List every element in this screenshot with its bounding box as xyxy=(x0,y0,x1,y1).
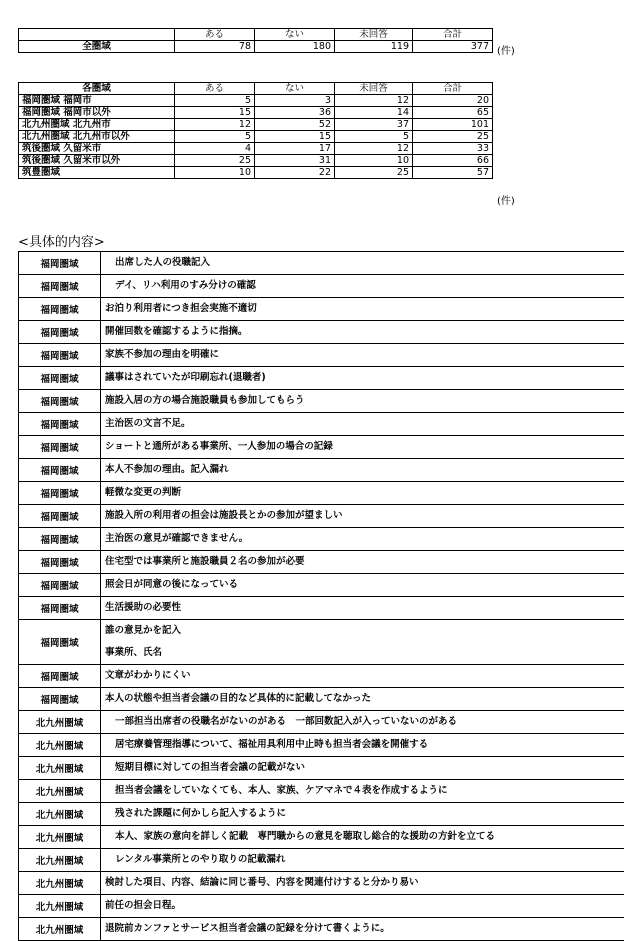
details-row xyxy=(19,918,624,941)
details-content xyxy=(101,734,624,757)
region-header-nai: ない xyxy=(255,83,335,95)
details-table xyxy=(18,251,624,941)
details-area: 北九州圏域 xyxy=(19,872,101,895)
details-content xyxy=(101,849,624,872)
details-row xyxy=(19,298,624,321)
region-cell: 65 xyxy=(413,107,493,119)
details-row xyxy=(19,872,624,895)
details-row xyxy=(19,757,624,780)
details-line: 本人の状態や担当者会議の目的など具体的に記載してなかった xyxy=(105,693,372,704)
details-line: 議事はされていたが印刷忘れ(退職者) xyxy=(105,372,266,383)
region-row xyxy=(19,167,493,179)
details-content xyxy=(101,413,624,436)
details-line: 家族不参加の理由を明確に xyxy=(105,349,220,360)
details-row xyxy=(19,528,624,551)
details-content xyxy=(101,711,624,734)
region-cell: 25 xyxy=(413,131,493,143)
details-row xyxy=(19,780,624,803)
details-area: 北九州圏域 xyxy=(19,849,101,872)
details-area: 北九州圏域 xyxy=(19,918,101,941)
details-area: 福岡圏域 xyxy=(19,367,101,390)
details-area: 福岡圏域 xyxy=(19,528,101,551)
details-area: 北九州圏域 xyxy=(19,757,101,780)
summary-cell: 180 xyxy=(255,41,335,53)
details-content xyxy=(101,597,624,620)
summary-header-total: 合計 xyxy=(413,29,493,41)
details-area: 福岡圏域 xyxy=(19,321,101,344)
details-content xyxy=(101,918,624,941)
details-content xyxy=(101,505,624,528)
region-header-total: 合計 xyxy=(413,83,493,95)
details-row xyxy=(19,734,624,757)
summary-row xyxy=(19,41,493,53)
details-line: 主治医の意見が確認できません。 xyxy=(105,533,249,544)
details-content xyxy=(101,757,624,780)
summary-table xyxy=(18,28,493,53)
region-cell: 12 xyxy=(175,119,255,131)
region-row-label: 北九州圏域 北九州市 xyxy=(19,119,175,131)
summary-cell: 119 xyxy=(335,41,413,53)
region-cell: 25 xyxy=(335,167,413,179)
summary-row-label: 全圏域 xyxy=(19,41,175,53)
details-row xyxy=(19,252,624,275)
region-cell: 15 xyxy=(255,131,335,143)
region-header-aru: ある xyxy=(175,83,255,95)
details-area: 福岡圏域 xyxy=(19,688,101,711)
region-cell: 15 xyxy=(175,107,255,119)
details-row xyxy=(19,436,624,459)
details-content xyxy=(101,390,624,413)
details-area: 北九州圏域 xyxy=(19,711,101,734)
details-area: 福岡圏域 xyxy=(19,298,101,321)
region-row-label: 北九州圏域 北九州市以外 xyxy=(19,131,175,143)
region-row xyxy=(19,143,493,155)
region-cell: 3 xyxy=(255,95,335,107)
summary-header-label xyxy=(19,29,175,41)
details-content xyxy=(101,252,624,275)
region-header-unanswered: 未回答 xyxy=(335,83,413,95)
details-line: 住宅型では事業所と施設職員２名の参加が必要 xyxy=(105,556,305,567)
details-row xyxy=(19,275,624,298)
region-cell: 25 xyxy=(175,155,255,167)
details-row xyxy=(19,597,624,620)
details-body xyxy=(19,252,624,941)
details-title: <具体的内容> xyxy=(18,235,105,250)
details-content xyxy=(101,551,624,574)
details-line: 誰の意見かを記入 xyxy=(105,625,182,636)
details-line: 残された課題に何かしら記入するように xyxy=(115,808,287,819)
summary-cell: 78 xyxy=(175,41,255,53)
region-row-label: 筑後圏域 久留米市以外 xyxy=(19,155,175,167)
details-content xyxy=(101,803,624,826)
details-content xyxy=(101,826,624,849)
details-line: 退院前カンファとサービス担当者会議の記録を分けて書くように。 xyxy=(105,923,390,934)
region-table xyxy=(18,82,493,179)
details-content xyxy=(101,275,624,298)
details-row xyxy=(19,482,624,505)
details-row xyxy=(19,505,624,528)
summary-header-row xyxy=(19,29,493,41)
details-line: お泊り利用者につき担会実施不適切 xyxy=(105,303,257,314)
details-row xyxy=(19,849,624,872)
region-cell: 4 xyxy=(175,143,255,155)
details-area: 福岡圏域 xyxy=(19,574,101,597)
region-cell: 12 xyxy=(335,95,413,107)
region-cell: 5 xyxy=(175,131,255,143)
details-area: 福岡圏域 xyxy=(19,482,101,505)
region-body xyxy=(19,95,493,179)
details-area: 北九州圏域 xyxy=(19,826,101,849)
region-row-label: 福岡圏域 福岡市 xyxy=(19,95,175,107)
details-line: 文章がわかりにくい xyxy=(105,670,191,681)
details-row xyxy=(19,413,624,436)
region-cell: 5 xyxy=(335,131,413,143)
details-line: 主治医の文言不足。 xyxy=(105,418,191,429)
details-area: 福岡圏域 xyxy=(19,275,101,298)
region-row-label: 筑豊圏域 xyxy=(19,167,175,179)
region-cell: 52 xyxy=(255,119,335,131)
details-area: 福岡圏域 xyxy=(19,620,101,665)
region-row-label: 筑後圏域 久留米市 xyxy=(19,143,175,155)
details-line: 検討した項目、内容、結論に同じ番号、内容を関連付けすると分かり易い xyxy=(105,877,419,888)
details-content xyxy=(101,298,624,321)
details-content xyxy=(101,620,624,665)
region-cell: 37 xyxy=(335,119,413,131)
summary-cell: 377 xyxy=(413,41,493,53)
details-row xyxy=(19,344,624,367)
details-area: 福岡圏域 xyxy=(19,551,101,574)
details-content xyxy=(101,780,624,803)
details-row xyxy=(19,826,624,849)
details-area: 北九州圏域 xyxy=(19,734,101,757)
details-area: 北九州圏域 xyxy=(19,895,101,918)
region-cell: 33 xyxy=(413,143,493,155)
region-header-row xyxy=(19,83,493,95)
region-cell: 31 xyxy=(255,155,335,167)
details-line: 本人不参加の理由。記入漏れ xyxy=(105,464,229,475)
details-line: 照会日が同意の後になっている xyxy=(105,579,239,590)
details-row xyxy=(19,551,624,574)
details-line: 出席した人の役職記入 xyxy=(115,257,211,268)
details-content xyxy=(101,459,624,482)
region-row xyxy=(19,95,493,107)
region-unit: (件) xyxy=(497,196,515,207)
details-line: 居宅療養管理指導について、福祉用具利用中止時も担当者会議を開催する xyxy=(115,739,429,750)
region-cell: 17 xyxy=(255,143,335,155)
summary-header-unanswered: 未回答 xyxy=(335,29,413,41)
details-line: ショートと通所がある事業所、一人参加の場合の記録 xyxy=(105,441,333,452)
summary-header-nai: ない xyxy=(255,29,335,41)
details-area: 北九州圏域 xyxy=(19,803,101,826)
details-line: レンタル事業所とのやり取りの記載漏れ xyxy=(115,854,286,865)
details-line: 担当者会議をしていなくても、本人、家族、ケアマネで４表を作成するように xyxy=(115,785,448,796)
details-line: 施設入所の利用者の担会は施設長とかの参加が望ましい xyxy=(105,510,343,521)
details-area: 福岡圏域 xyxy=(19,413,101,436)
details-line: 本人、家族の意向を詳しく記載 専門職からの意見を聴取し総合的な援助の方針を立てる xyxy=(115,831,496,842)
details-area: 福岡圏域 xyxy=(19,252,101,275)
details-area: 福岡圏域 xyxy=(19,436,101,459)
details-line: 短期目標に対しての担当者会議の記載がない xyxy=(115,762,306,773)
details-content xyxy=(101,344,624,367)
region-cell: 101 xyxy=(413,119,493,131)
details-row xyxy=(19,665,624,688)
details-line: 一部担当出席者の役職名がないのがある 一部回数記入が入っていないのがある xyxy=(115,716,458,727)
details-row xyxy=(19,367,624,390)
details-row xyxy=(19,688,624,711)
details-content xyxy=(101,482,624,505)
details-row xyxy=(19,620,624,665)
summary-unit: (件) xyxy=(497,46,515,57)
details-row xyxy=(19,574,624,597)
details-content xyxy=(101,436,624,459)
details-row xyxy=(19,803,624,826)
details-content xyxy=(101,895,624,918)
details-area: 福岡圏域 xyxy=(19,390,101,413)
details-line: 施設入居の方の場合施設職員も参加してもらう xyxy=(105,395,305,406)
details-row xyxy=(19,321,624,344)
region-row xyxy=(19,131,493,143)
details-line: 前任の担会日程。 xyxy=(105,900,182,911)
region-cell: 36 xyxy=(255,107,335,119)
details-area: 北九州圏域 xyxy=(19,780,101,803)
details-row xyxy=(19,895,624,918)
region-cell: 14 xyxy=(335,107,413,119)
region-cell: 10 xyxy=(335,155,413,167)
region-cell: 20 xyxy=(413,95,493,107)
region-row-label: 福岡圏域 福岡市以外 xyxy=(19,107,175,119)
details-content xyxy=(101,688,624,711)
details-content xyxy=(101,872,624,895)
details-area: 福岡圏域 xyxy=(19,665,101,688)
summary-header-aru: ある xyxy=(175,29,255,41)
details-line: 事業所、氏名 xyxy=(105,647,163,658)
details-line: デイ、リハ利用のすみ分けの確認 xyxy=(115,280,256,291)
region-cell: 5 xyxy=(175,95,255,107)
details-content xyxy=(101,367,624,390)
region-cell: 10 xyxy=(175,167,255,179)
details-line: 軽微な変更の判断 xyxy=(105,487,182,498)
details-line: 開催回数を確認するように指摘。 xyxy=(105,326,248,337)
region-header-label: 各圏域 xyxy=(19,83,175,95)
region-cell: 66 xyxy=(413,155,493,167)
region-row xyxy=(19,155,493,167)
details-row xyxy=(19,711,624,734)
region-cell: 12 xyxy=(335,143,413,155)
region-row xyxy=(19,119,493,131)
details-area: 福岡圏域 xyxy=(19,344,101,367)
details-content xyxy=(101,665,624,688)
details-area: 福岡圏域 xyxy=(19,597,101,620)
details-content xyxy=(101,321,624,344)
details-area: 福岡圏域 xyxy=(19,459,101,482)
details-row xyxy=(19,390,624,413)
region-row xyxy=(19,107,493,119)
region-cell: 22 xyxy=(255,167,335,179)
details-content xyxy=(101,528,624,551)
region-cell: 57 xyxy=(413,167,493,179)
details-area: 福岡圏域 xyxy=(19,505,101,528)
details-content xyxy=(101,574,624,597)
details-line: 生活援助の必要性 xyxy=(105,602,182,613)
details-row xyxy=(19,459,624,482)
